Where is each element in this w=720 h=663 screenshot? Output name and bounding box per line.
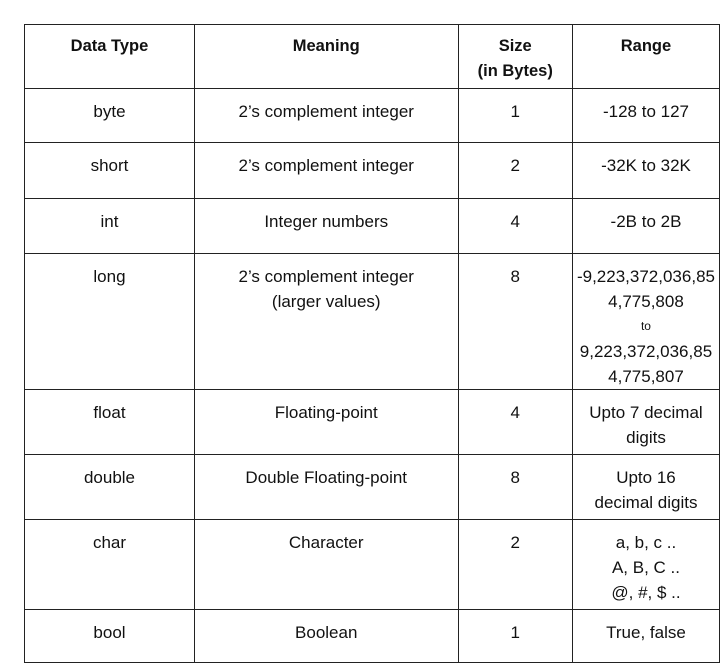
cell-meaning <box>194 254 458 390</box>
range-line: A, B, C .. <box>611 558 680 577</box>
table-row <box>25 199 720 254</box>
header-row <box>25 25 720 89</box>
meaning-line: (larger values) <box>271 292 381 311</box>
cell-meaning <box>194 390 458 455</box>
cell-size: 1 <box>458 89 572 143</box>
table-row <box>25 254 720 390</box>
cell-range <box>572 89 719 143</box>
cell-size: 4 <box>458 390 572 455</box>
cell-meaning <box>194 143 458 199</box>
cell-size: 2 <box>458 520 572 610</box>
range-line: True, false <box>606 623 686 642</box>
cell-size: 2 <box>458 143 572 199</box>
meaning-line: Boolean <box>295 623 358 642</box>
cell-range <box>572 520 719 610</box>
cell-meaning <box>194 520 458 610</box>
table-row <box>25 520 720 610</box>
cell-meaning <box>194 455 458 520</box>
cell-meaning <box>194 610 458 663</box>
cell-data-type: byte <box>25 89 195 143</box>
cell-range <box>572 199 719 254</box>
meaning-line: Character <box>288 533 364 552</box>
cell-range <box>572 143 719 199</box>
meaning-line: 2’s complement integer <box>238 102 414 121</box>
cell-size: 8 <box>458 254 572 390</box>
meaning-line: Integer numbers <box>264 212 389 231</box>
table-row <box>25 455 720 520</box>
cell-meaning <box>194 199 458 254</box>
range-line: Upto 7 decimal <box>589 403 703 422</box>
range-line: 4,775,807 <box>608 367 684 386</box>
meaning-line: 2’s complement integer <box>238 267 414 286</box>
cell-data-type: int <box>25 199 195 254</box>
cell-size: 8 <box>458 455 572 520</box>
range-line: -32K to 32K <box>601 156 691 175</box>
table-row <box>25 89 720 143</box>
header-meaning: Meaning <box>194 25 458 89</box>
range-line: -128 to 127 <box>602 102 689 121</box>
meaning-line: Floating-point <box>274 403 378 422</box>
range-line: a, b, c .. <box>615 533 677 552</box>
cell-range <box>572 390 719 455</box>
header-range: Range <box>572 25 719 89</box>
range-line: to <box>640 319 651 333</box>
cell-data-type: bool <box>25 610 195 663</box>
cell-range <box>572 610 719 663</box>
cell-range <box>572 455 719 520</box>
cell-data-type: double <box>25 455 195 520</box>
cell-range <box>572 254 719 390</box>
table-row <box>25 143 720 199</box>
range-line: decimal digits <box>594 493 698 512</box>
header-size <box>458 25 572 89</box>
range-line: @, #, $ .. <box>611 583 681 602</box>
table-row <box>25 390 720 455</box>
range-line: -2B to 2B <box>610 212 682 231</box>
data-types-table <box>24 24 720 663</box>
cell-data-type: long <box>25 254 195 390</box>
cell-meaning <box>194 89 458 143</box>
header-data-type: Data Type <box>25 25 195 89</box>
table-header <box>25 25 720 89</box>
range-line: 4,775,808 <box>608 292 684 311</box>
cell-data-type: short <box>25 143 195 199</box>
range-line: 9,223,372,036,85 <box>579 342 713 361</box>
meaning-line: 2’s complement integer <box>238 156 414 175</box>
table-row <box>25 610 720 663</box>
table-body <box>25 89 720 663</box>
range-line: -9,223,372,036,85 <box>576 267 715 286</box>
header-size-line1: Size <box>498 37 532 55</box>
range-line: Upto 16 <box>616 468 676 487</box>
cell-data-type: char <box>25 520 195 610</box>
header-size-line2: (in Bytes) <box>477 62 553 80</box>
cell-data-type: float <box>25 390 195 455</box>
cell-size: 4 <box>458 199 572 254</box>
cell-size: 1 <box>458 610 572 663</box>
range-line: digits <box>626 428 666 447</box>
meaning-line: Double Floating-point <box>245 468 408 487</box>
